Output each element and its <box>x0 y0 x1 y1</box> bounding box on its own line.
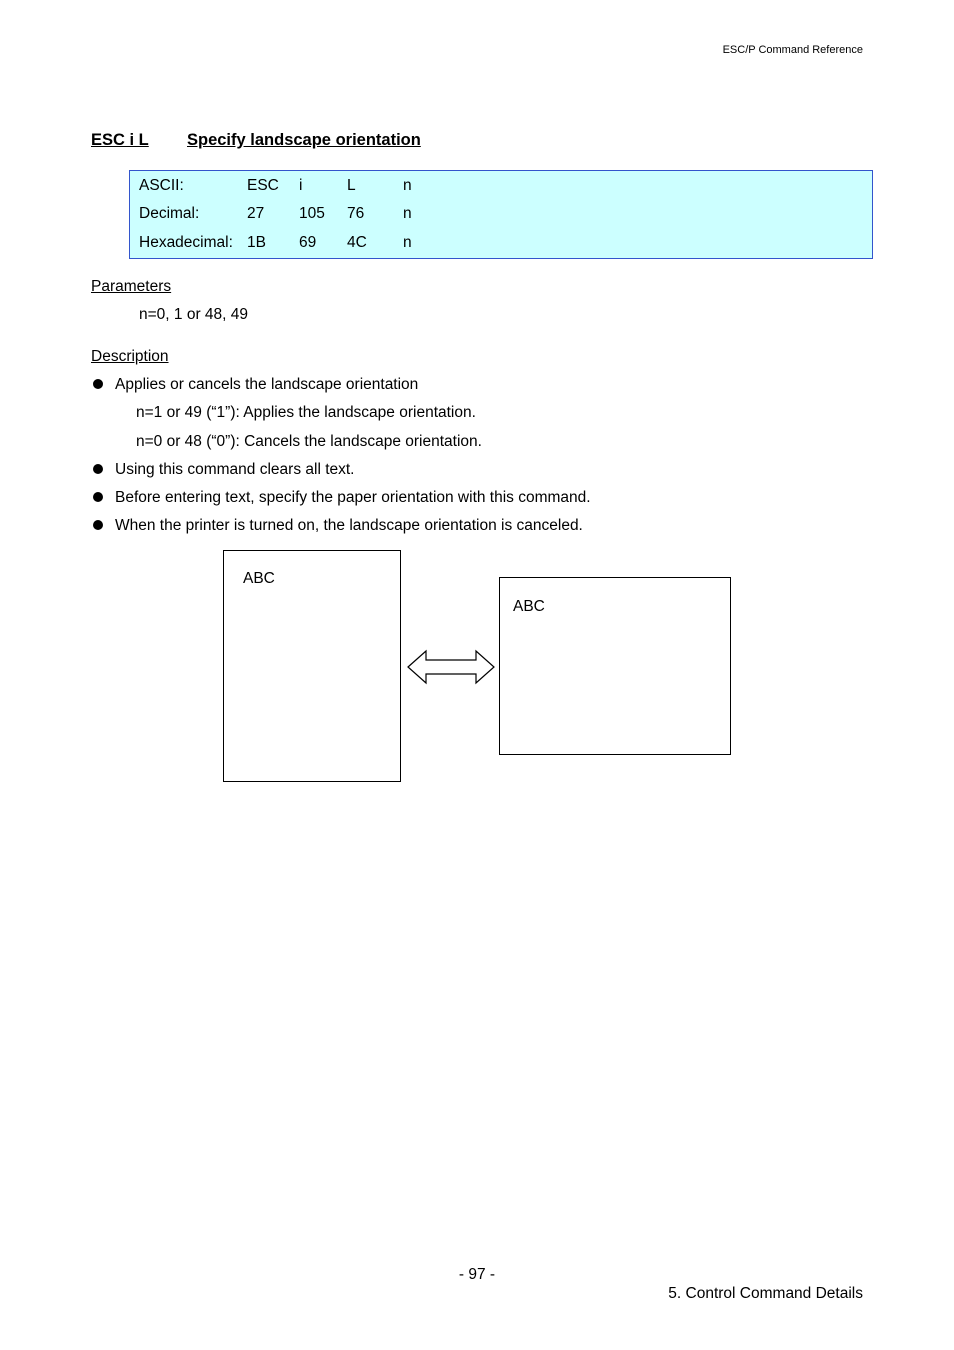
landscape-page-diagram <box>499 577 731 755</box>
row-label: Hexadecimal: <box>139 234 233 251</box>
code-value: i <box>299 177 303 194</box>
bullet-text: Using this command clears all text. <box>115 461 355 478</box>
page-number: - 97 - <box>458 1266 496 1283</box>
bullet-text: When the printer is turned on, the landscape orientation is canceled. <box>115 517 583 534</box>
code-value: 76 <box>347 205 365 222</box>
code-value: ESC <box>247 177 279 194</box>
code-value: 69 <box>299 234 317 251</box>
bullet-icon <box>93 520 103 530</box>
bullet-icon <box>93 464 103 474</box>
bullet-icon <box>93 492 103 502</box>
footer-section-title: 5. Control Command Details <box>668 1285 863 1302</box>
command-name: ESC i L <box>91 131 149 149</box>
bullet-text: Applies or cancels the landscape orientation <box>115 376 419 393</box>
sub-item-text: n=1 or 49 (“1”): Applies the landscape orientation. <box>136 404 476 421</box>
row-label: Decimal: <box>139 205 200 222</box>
code-value: 4C <box>347 234 367 251</box>
code-value: n <box>403 177 412 194</box>
section-title <box>91 131 421 150</box>
command-description: Specify landscape orientation <box>187 131 421 149</box>
bullet-icon <box>93 379 103 389</box>
header-reference: ESC/P Command Reference <box>722 44 863 56</box>
code-value: n <box>403 205 412 222</box>
parameters-heading: Parameters <box>91 278 172 295</box>
code-value: L <box>347 177 356 194</box>
command-code-table <box>129 170 873 259</box>
code-value: 27 <box>247 205 265 222</box>
code-value: 105 <box>299 205 325 222</box>
portrait-page-text: ABC <box>243 570 275 587</box>
code-value: 1B <box>247 234 266 251</box>
bullet-text: Before entering text, specify the paper orientation with this command. <box>115 489 591 506</box>
double-arrow-icon <box>406 648 496 686</box>
sub-item-text: n=0 or 48 (“0”): Cancels the landscape orientation. <box>136 433 482 450</box>
description-heading: Description <box>91 348 169 365</box>
landscape-page-text: ABC <box>513 598 545 615</box>
code-value: n <box>403 234 412 251</box>
parameters-text: n=0, 1 or 48, 49 <box>139 306 249 323</box>
portrait-page-diagram <box>223 550 401 782</box>
row-label: ASCII: <box>139 177 184 194</box>
